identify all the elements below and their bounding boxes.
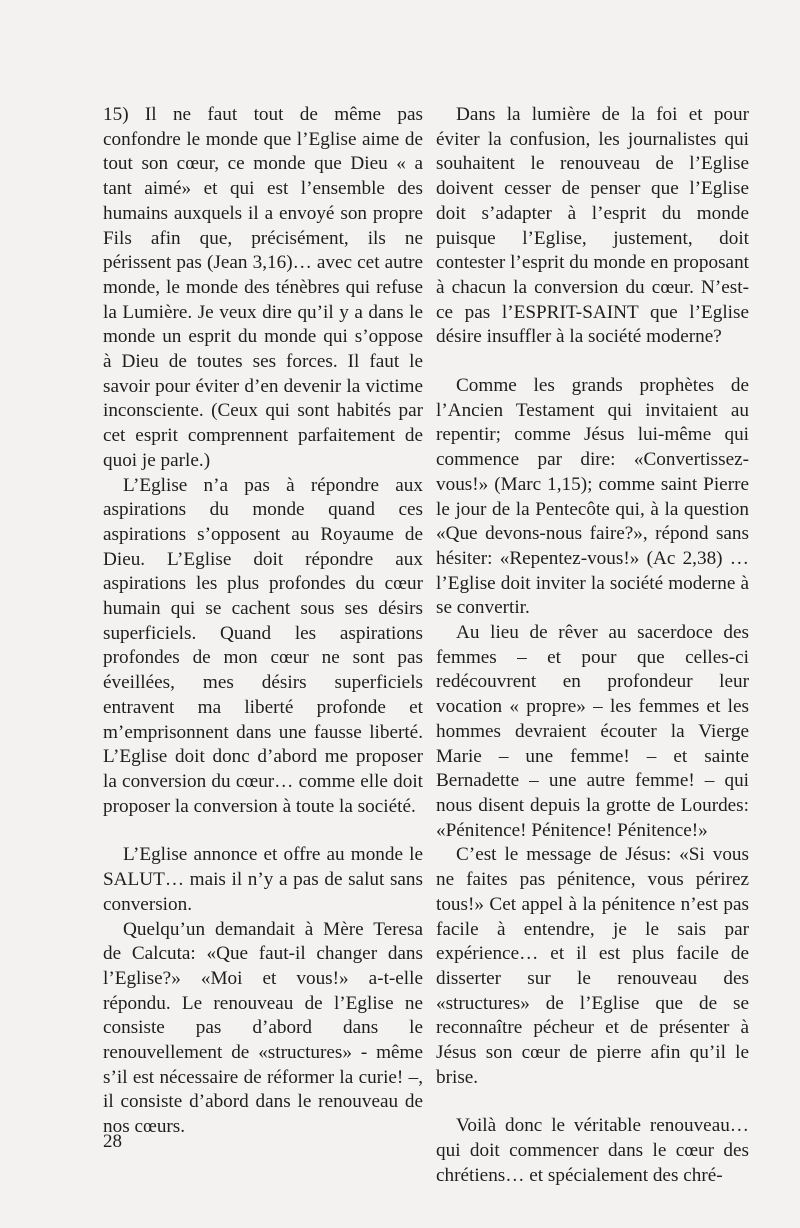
paragraph: Comme les grands prophètes de l’Ancien Testament qui invitaient au repentir; comme Jésus lui-même qui commence par dire: «Convertissez-vous!» (Marc 1,15); comme saint Pierre le jour de la Pentecôte qui, à la question «Que devons-nous faire?», répond sans hésiter: «Repentez-vous!» (Ac 2,38) … l’Eglise doit inviter la société moderne à se convertir. xyxy=(436,375,749,619)
paragraph: Voilà donc le véritable renouveau… qui doit commencer dans le cœur des chrétiens… et spécialement des chré- xyxy=(436,1115,749,1186)
paragraph: Au lieu de rêver au sacerdoce des femmes – et pour que celles-ci redécouvrent en profondeur leur vocation « propre» – les femmes et les hommes devraient écouter la Vierge Marie – une femme! – et sainte Bernadette – une autre femme! – qui nous disent depuis la grotte de Lourdes: «Pénitence! Pénitence! Pénitence!» xyxy=(436,622,749,841)
paragraph: Dans la lumière de la foi et pour éviter la confusion, les journalistes qui souhaitent le renouveau de l’Eglise doivent cesser de penser que l’Eglise doit s’adapter à l’esprit du monde puisque l’Eglise, justement, doit contester l’esprit du monde en proposant à chacun la conversion du cœur. N’est-ce pas l’ESPRIT-SAINT que l’Eglise désire insuffler à la société moderne? xyxy=(436,104,749,348)
right-text-column xyxy=(436,103,749,1189)
paragraph: 15) Il ne faut tout de même pas confondre le monde que l’Eglise aime de tout son cœur, ce monde que Dieu « a tant aimé» et qui est l’ensemble des humains auxquels il a envoyé son propre Fils afin que, précisément, ils ne périssent pas (Jean 3,16)… avec cet autre monde, le monde des ténèbres qui refuse la Lumière. Je veux dire qu’il y a dans le monde un esprit du monde qui s’oppose à Dieu de toutes ses forces. Il faut le savoir pour éviter d’en devenir la victime inconsciente. (Ceux qui sont habités par cet esprit comprennent parfaitement de quoi je parle.) xyxy=(103,104,423,471)
paragraph: L’Eglise n’a pas à répondre aux aspirations du monde quand ces aspirations s’opposent au Royaume de Dieu. L’Eglise doit répondre aux aspirations les plus profondes du cœur humain qui se cachent sous ses désirs superficiels. Quand les aspirations profondes de mon cœur ne sont pas éveillées, mes désirs superficiels entravent ma liberté profonde et m’emprisonnent dans une fausse liberté. L’Eglise doit donc d’abord me proposer la conversion du cœur… comme elle doit proposer la conversion à toute la société. xyxy=(103,474,423,817)
left-text-column xyxy=(103,103,423,1140)
page-number: 28 xyxy=(103,1131,122,1152)
paragraph: L’Eglise annonce et offre au monde le SALUT… mais il n’y a pas de salut sans conversion. xyxy=(103,844,423,915)
paragraph: C’est le message de Jésus: «Si vous ne faites pas pénitence, vous périrez tous!» Cet appel à la pénitence n’est pas facile à entendre, je le sais par expérience… et il est plus facile de disserter sur le renouveau des «structures» de l’Eglise que de se reconnaître pécheur et de présenter à Jésus son cœur de pierre afin qu’il le brise. xyxy=(436,844,749,1088)
paragraph: Quelqu’un demandait à Mère Teresa de Calcuta: «Que faut-il changer dans l’Eglise?» «Moi et vous!» a-t-elle répondu. Le renouveau de l’Eglise ne consiste pas d’abord dans le renouvellement de «structures» - même s’il est nécessaire de réformer la curie! –, il consiste d’abord dans le renouveau de nos cœurs. xyxy=(103,918,423,1138)
